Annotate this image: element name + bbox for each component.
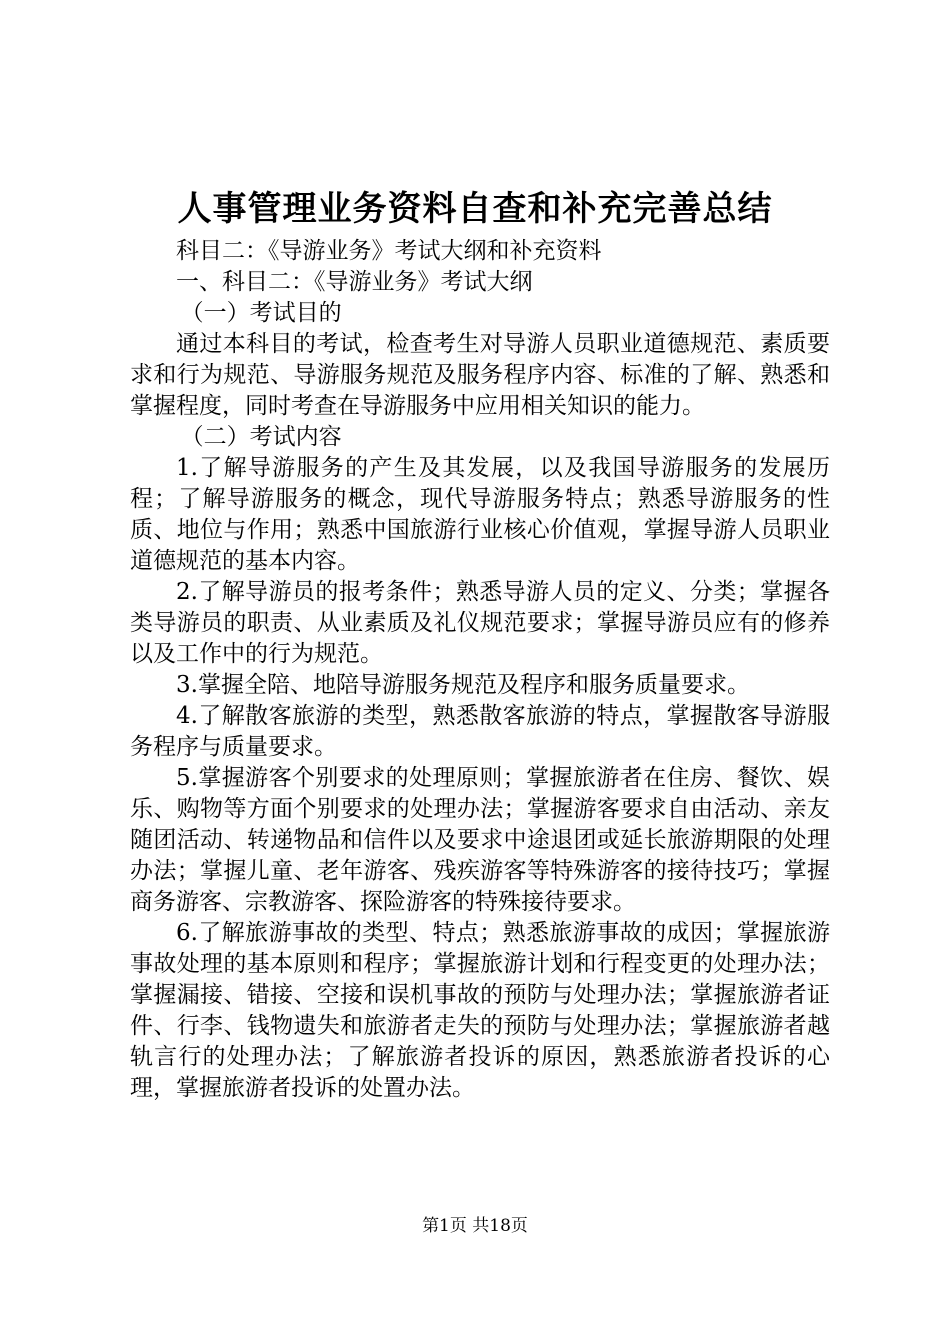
paragraph-item-1: 1.了解导游服务的产生及其发展，以及我国导游服务的发展历程；了解导游服务的概念，现代导游服务特点；熟悉导游服务的性质、地位与作用；熟悉中国旅游行业核心价值观，掌握导游人员职业道德规范的基本内容。 — [130, 455, 830, 574]
paragraph-purpose: 通过本科目的考试，检查考生对导游人员职业道德规范、素质要求和行为规范、导游服务规范及服务程序内容、标准的了解、熟悉和掌握程度，同时考查在导游服务中应用相关知识的能力。 — [130, 331, 830, 419]
paragraph-item-6: 6.了解旅游事故的类型、特点；熟悉旅游事故的成因；掌握旅游事故处理的基本原则和程序；掌握旅游计划和行程变更的处理办法；掌握漏接、错接、空接和误机事故的预防与处理办法；掌握旅游者证件、行李、钱物遗失和旅游者走失的预防与处理办法；掌握旅游者越轨言行的处理办法；了解旅游者投诉的原因，熟悉旅游者投诉的心理，掌握旅游者投诉的处置办法。 — [130, 920, 830, 1101]
paragraph-item-3: 3.掌握全陪、地陪导游服务规范及程序和服务质量要求。 — [176, 672, 750, 698]
page-footer: 第1页 共18页 — [422, 1216, 528, 1236]
paragraph-item-5: 5.掌握游客个别要求的处理原则；掌握旅游者在住房、餐饮、娱乐、购物等方面个别要求的处理办法；掌握游客要求自由活动、亲友随团活动、转递物品和信件以及要求中途退团或延长旅游期限的处理办法；掌握儿童、老年游客、残疾游客等特殊游客的接待技巧；掌握商务游客、宗教游客、探险游客的特殊接待要求。 — [130, 765, 830, 915]
paragraph-item-2: 2.了解导游员的报考条件；熟悉导游人员的定义、分类；掌握各类导游员的职责、从业素质及礼仪规范要求；掌握导游员应有的修养以及工作中的行为规范。 — [130, 579, 830, 667]
paragraph-content-heading: （二）考试内容 — [180, 424, 342, 450]
paragraph-item-4: 4.了解散客旅游的类型，熟悉散客旅游的特点，掌握散客导游服务程序与质量要求。 — [130, 703, 830, 760]
document-title: 人事管理业务资料自查和补充完善总结 — [177, 189, 773, 229]
paragraph-purpose-heading: （一）考试目的 — [180, 300, 342, 326]
paragraph-section-heading: 一、科目二：《导游业务》考试大纲 — [176, 269, 533, 295]
paragraph-subject: 科目二：《导游业务》考试大纲和补充资料 — [176, 238, 602, 264]
document-body — [130, 236, 830, 1104]
